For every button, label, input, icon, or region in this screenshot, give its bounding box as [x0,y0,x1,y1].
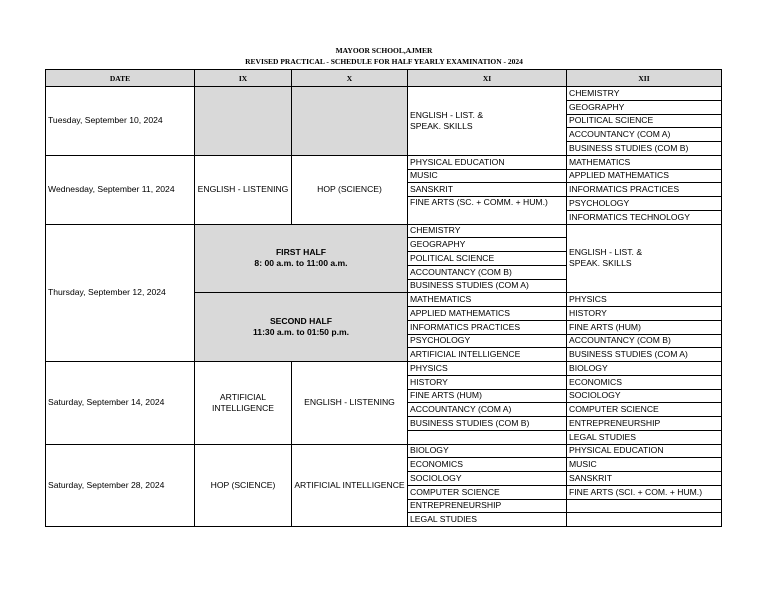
xi-subject-cell: HISTORY [408,375,567,389]
xii-subject-cell: FINE ARTS (HUM) [567,320,722,334]
schedule-subtitle: REVISED PRACTICAL - SCHEDULE FOR HALF YEARLY EXAMINATION - 2024 [245,57,523,66]
xi-subject-cell: INFORMATICS PRACTICES [408,320,567,334]
xii-subject-line: ENGLISH - LIST. & [569,247,643,258]
date-cell: Wednesday, September 11, 2024 [46,155,195,224]
first-half-label: FIRST HALF [275,247,327,258]
date-cell: Tuesday, September 10, 2024 [46,87,195,156]
x-subject-cell: HOP (SCIENCE) [292,155,408,224]
xi-subject-cell: CHEMISTRY [408,224,567,238]
header-xii: XII [567,70,722,87]
xii-subject-cell: COMPUTER SCIENCE [567,403,722,417]
xii-subject-cell: ECONOMICS [567,375,722,389]
table-row [46,444,722,458]
xii-cell [567,224,722,293]
second-half-label: SECOND HALF [269,316,333,327]
xi-subject-cell: BIOLOGY [408,444,567,458]
xi-subject-cell: ARTIFICIAL INTELLIGENCE [408,348,567,362]
xii-subject-cell: INFORMATICS TECHNOLOGY [567,210,722,224]
date-cell: Thursday, September 12, 2024 [46,224,195,362]
school-name: MAYOOR SCHOOL,AJMER [335,46,433,55]
x-subject-cell: ARTIFICIAL INTELLIGENCE [292,444,408,527]
first-half-time: 8: 00 a.m. to 11:00 a.m. [254,258,348,269]
xii-subject-cell: ENTREPRENEURSHIP [567,417,722,431]
xi-subject-cell: SANSKRIT [408,183,567,197]
x-subject-cell: ENGLISH - LISTENING [292,362,408,445]
xi-subject-cell: FINE ARTS (SC. + COMM. + HUM.) [408,197,567,225]
xi-subject-cell: PHYSICAL EDUCATION [408,155,567,169]
header-row [46,70,722,87]
header-ix: IX [195,70,292,87]
header-date: DATE [46,70,195,87]
xii-subject-cell: APPLIED MATHEMATICS [567,169,722,183]
xi-subject-cell: COMPUTER SCIENCE [408,485,567,499]
xi-cell [408,87,567,156]
xii-subject-line: SPEAK. SKILLS [569,258,632,269]
xii-subject-cell: BUSINESS STUDIES (COM B) [567,142,722,156]
ix-subject-cell [195,362,292,445]
xii-subject-cell [567,499,722,513]
xii-subject-cell: FINE ARTS (SCI. + COM. + HUM.) [567,485,722,499]
xii-subject-cell: BUSINESS STUDIES (COM A) [567,348,722,362]
xi-subject-cell: ACCOUNTANCY (COM A) [408,403,567,417]
schedule-table [45,69,722,527]
xii-subject-cell: LEGAL STUDIES [567,430,722,444]
xii-subject-cell: HISTORY [567,307,722,321]
xi-subject-cell: BUSINESS STUDIES (COM B) [408,417,567,431]
ix-subject-cell: HOP (SCIENCE) [195,444,292,527]
xii-subject-cell: MATHEMATICS [567,155,722,169]
first-half-cell [195,224,408,293]
xi-subject-cell: ECONOMICS [408,458,567,472]
xii-subject-cell: PHYSICAL EDUCATION [567,444,722,458]
header-x: X [292,70,408,87]
xii-subject-cell: CHEMISTRY [567,87,722,101]
ix-empty-cell [195,87,292,156]
xii-subject-cell: SOCIOLOGY [567,389,722,403]
xi-subject-cell: MUSIC [408,169,567,183]
table-row [46,362,722,376]
xi-subject-cell: APPLIED MATHEMATICS [408,307,567,321]
xi-subject-line: ENGLISH - LIST. & [410,109,484,120]
xi-subject-cell: LEGAL STUDIES [408,513,567,527]
xii-subject-cell: PSYCHOLOGY [567,197,722,211]
xii-subject-cell: ACCOUNTANCY (COM A) [567,128,722,142]
xii-subject-cell: POLITICAL SCIENCE [567,114,722,128]
ix-subject-line: INTELLIGENCE [211,402,275,413]
ix-subject-cell: ENGLISH - LISTENING [195,155,292,224]
xi-subject-cell: FINE ARTS (HUM) [408,389,567,403]
xi-subject-cell: BUSINESS STUDIES (COM A) [408,279,567,293]
date-cell: Saturday, September 14, 2024 [46,362,195,445]
xi-subject-cell: SOCIOLOGY [408,472,567,486]
xii-subject-cell: PHYSICS [567,293,722,307]
xii-subject-cell: ACCOUNTANCY (COM B) [567,334,722,348]
xi-subject-cell: MATHEMATICS [408,293,567,307]
xi-subject-cell: ENTREPRENEURSHIP [408,499,567,513]
xi-subject-cell [408,430,567,444]
xii-subject-cell: SANSKRIT [567,472,722,486]
xi-subject-cell: PHYSICS [408,362,567,376]
xii-subject-cell [567,513,722,527]
table-row [46,155,722,169]
x-empty-cell [292,87,408,156]
table-row [46,224,722,238]
xii-subject-cell: INFORMATICS PRACTICES [567,183,722,197]
xii-subject-cell: BIOLOGY [567,362,722,376]
xi-subject-line: SPEAK. SKILLS [410,120,473,131]
table-row [46,87,722,101]
ix-subject-line: ARTIFICIAL [219,391,267,402]
second-half-cell [195,293,408,362]
xi-subject-cell: GEOGRAPHY [408,238,567,252]
xii-subject-cell: GEOGRAPHY [567,100,722,114]
xi-subject-cell: POLITICAL SCIENCE [408,252,567,266]
second-half-time: 11:30 a.m. to 01:50 p.m. [252,327,349,338]
xii-subject-cell: MUSIC [567,458,722,472]
date-cell: Saturday, September 28, 2024 [46,444,195,527]
xi-subject-cell: PSYCHOLOGY [408,334,567,348]
xi-subject-cell: ACCOUNTANCY (COM B) [408,265,567,279]
header-xi: XI [408,70,567,87]
